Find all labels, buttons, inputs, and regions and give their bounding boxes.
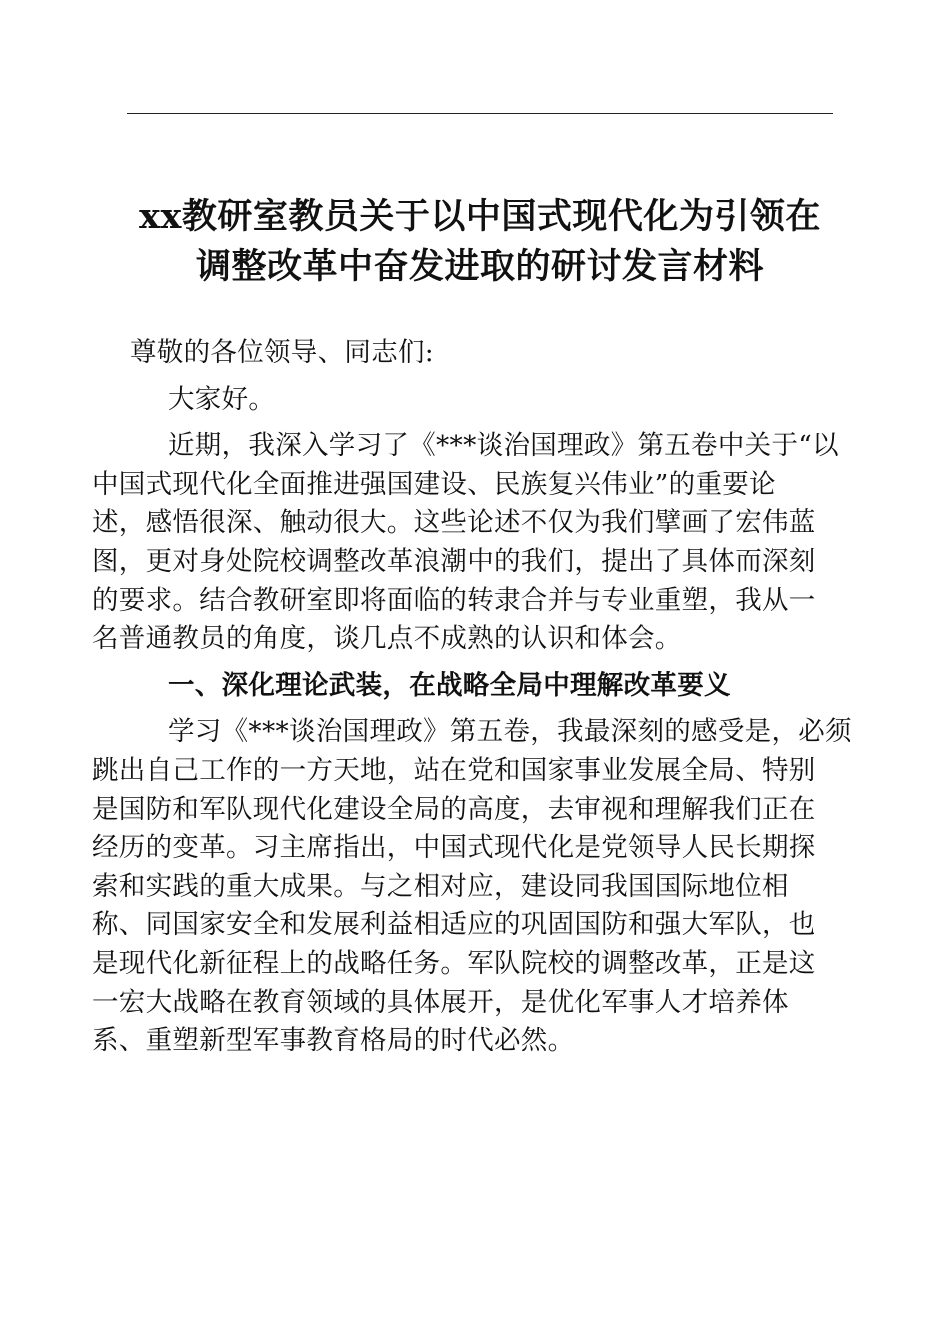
section-1-line-6: 称、同国家安全和发展利益相适应的巩固国防和强大军队，也 xyxy=(92,909,816,941)
intro-line-2: 中国式现代化全面推进强国建设、民族复兴伟业”的重要论 xyxy=(92,468,776,500)
section-1-line-4: 经历的变革。习主席指出，中国式现代化是党领导人民长期探 xyxy=(92,832,816,864)
section-1-line-2: 跳出自己工作的一方天地，站在党和国家事业发展全局、特别 xyxy=(92,754,816,786)
document-title xyxy=(120,192,840,292)
section-1-line-9: 系、重塑新型军事教育格局的时代必然。 xyxy=(92,1025,575,1057)
section-1-line-5: 索和实践的重大成果。与之相对应，建设同我国国际地位相 xyxy=(92,870,789,902)
section-1-line-3: 是国防和军队现代化建设全局的高度，去审视和理解我们正在 xyxy=(92,793,816,825)
salutation: 尊敬的各位领导、同志们: xyxy=(130,337,435,368)
section-1-line-7: 是现代化新征程上的战略任务。军队院校的调整改革，正是这 xyxy=(92,947,816,979)
intro-line-5: 的要求。结合教研室即将面临的转隶合并与专业重塑，我从一 xyxy=(92,584,816,616)
section-1-paragraph xyxy=(92,713,852,1060)
intro-line-6: 名普通教员的角度，谈几点不成熟的认识和体会。 xyxy=(92,623,682,655)
intro-line-4: 图，更对身处院校调整改革浪潮中的我们，提出了具体而深刻 xyxy=(92,545,816,577)
title-line-2: 调整改革中奋发进取的研讨发言材料 xyxy=(195,246,764,287)
document-body xyxy=(92,334,852,1069)
greeting xyxy=(130,381,820,420)
intro-line-3: 述，感悟很深、触动很大。这些论述不仅为我们擘画了宏伟蓝 xyxy=(92,507,816,539)
intro-line-1: 近期，我深入学习了《***谈治国理政》第五卷中关于“以 xyxy=(168,430,839,462)
section-1-line-1: 学习《***谈治国理政》第五卷，我最深刻的感受是，必须 xyxy=(168,716,852,748)
section-1-line-8: 一宏大战略在教育领域的具体展开，是优化军事人才培养体 xyxy=(92,986,789,1018)
section-1-heading: 一、深化理论武装，在战略全局中理解改革要义 xyxy=(168,669,731,701)
header-rule xyxy=(127,113,833,114)
greeting-text: 大家好。 xyxy=(168,383,276,415)
title-line-1: xx教研室教员关于以中国式现代化为引领在 xyxy=(139,196,821,237)
intro-paragraph xyxy=(92,427,839,659)
